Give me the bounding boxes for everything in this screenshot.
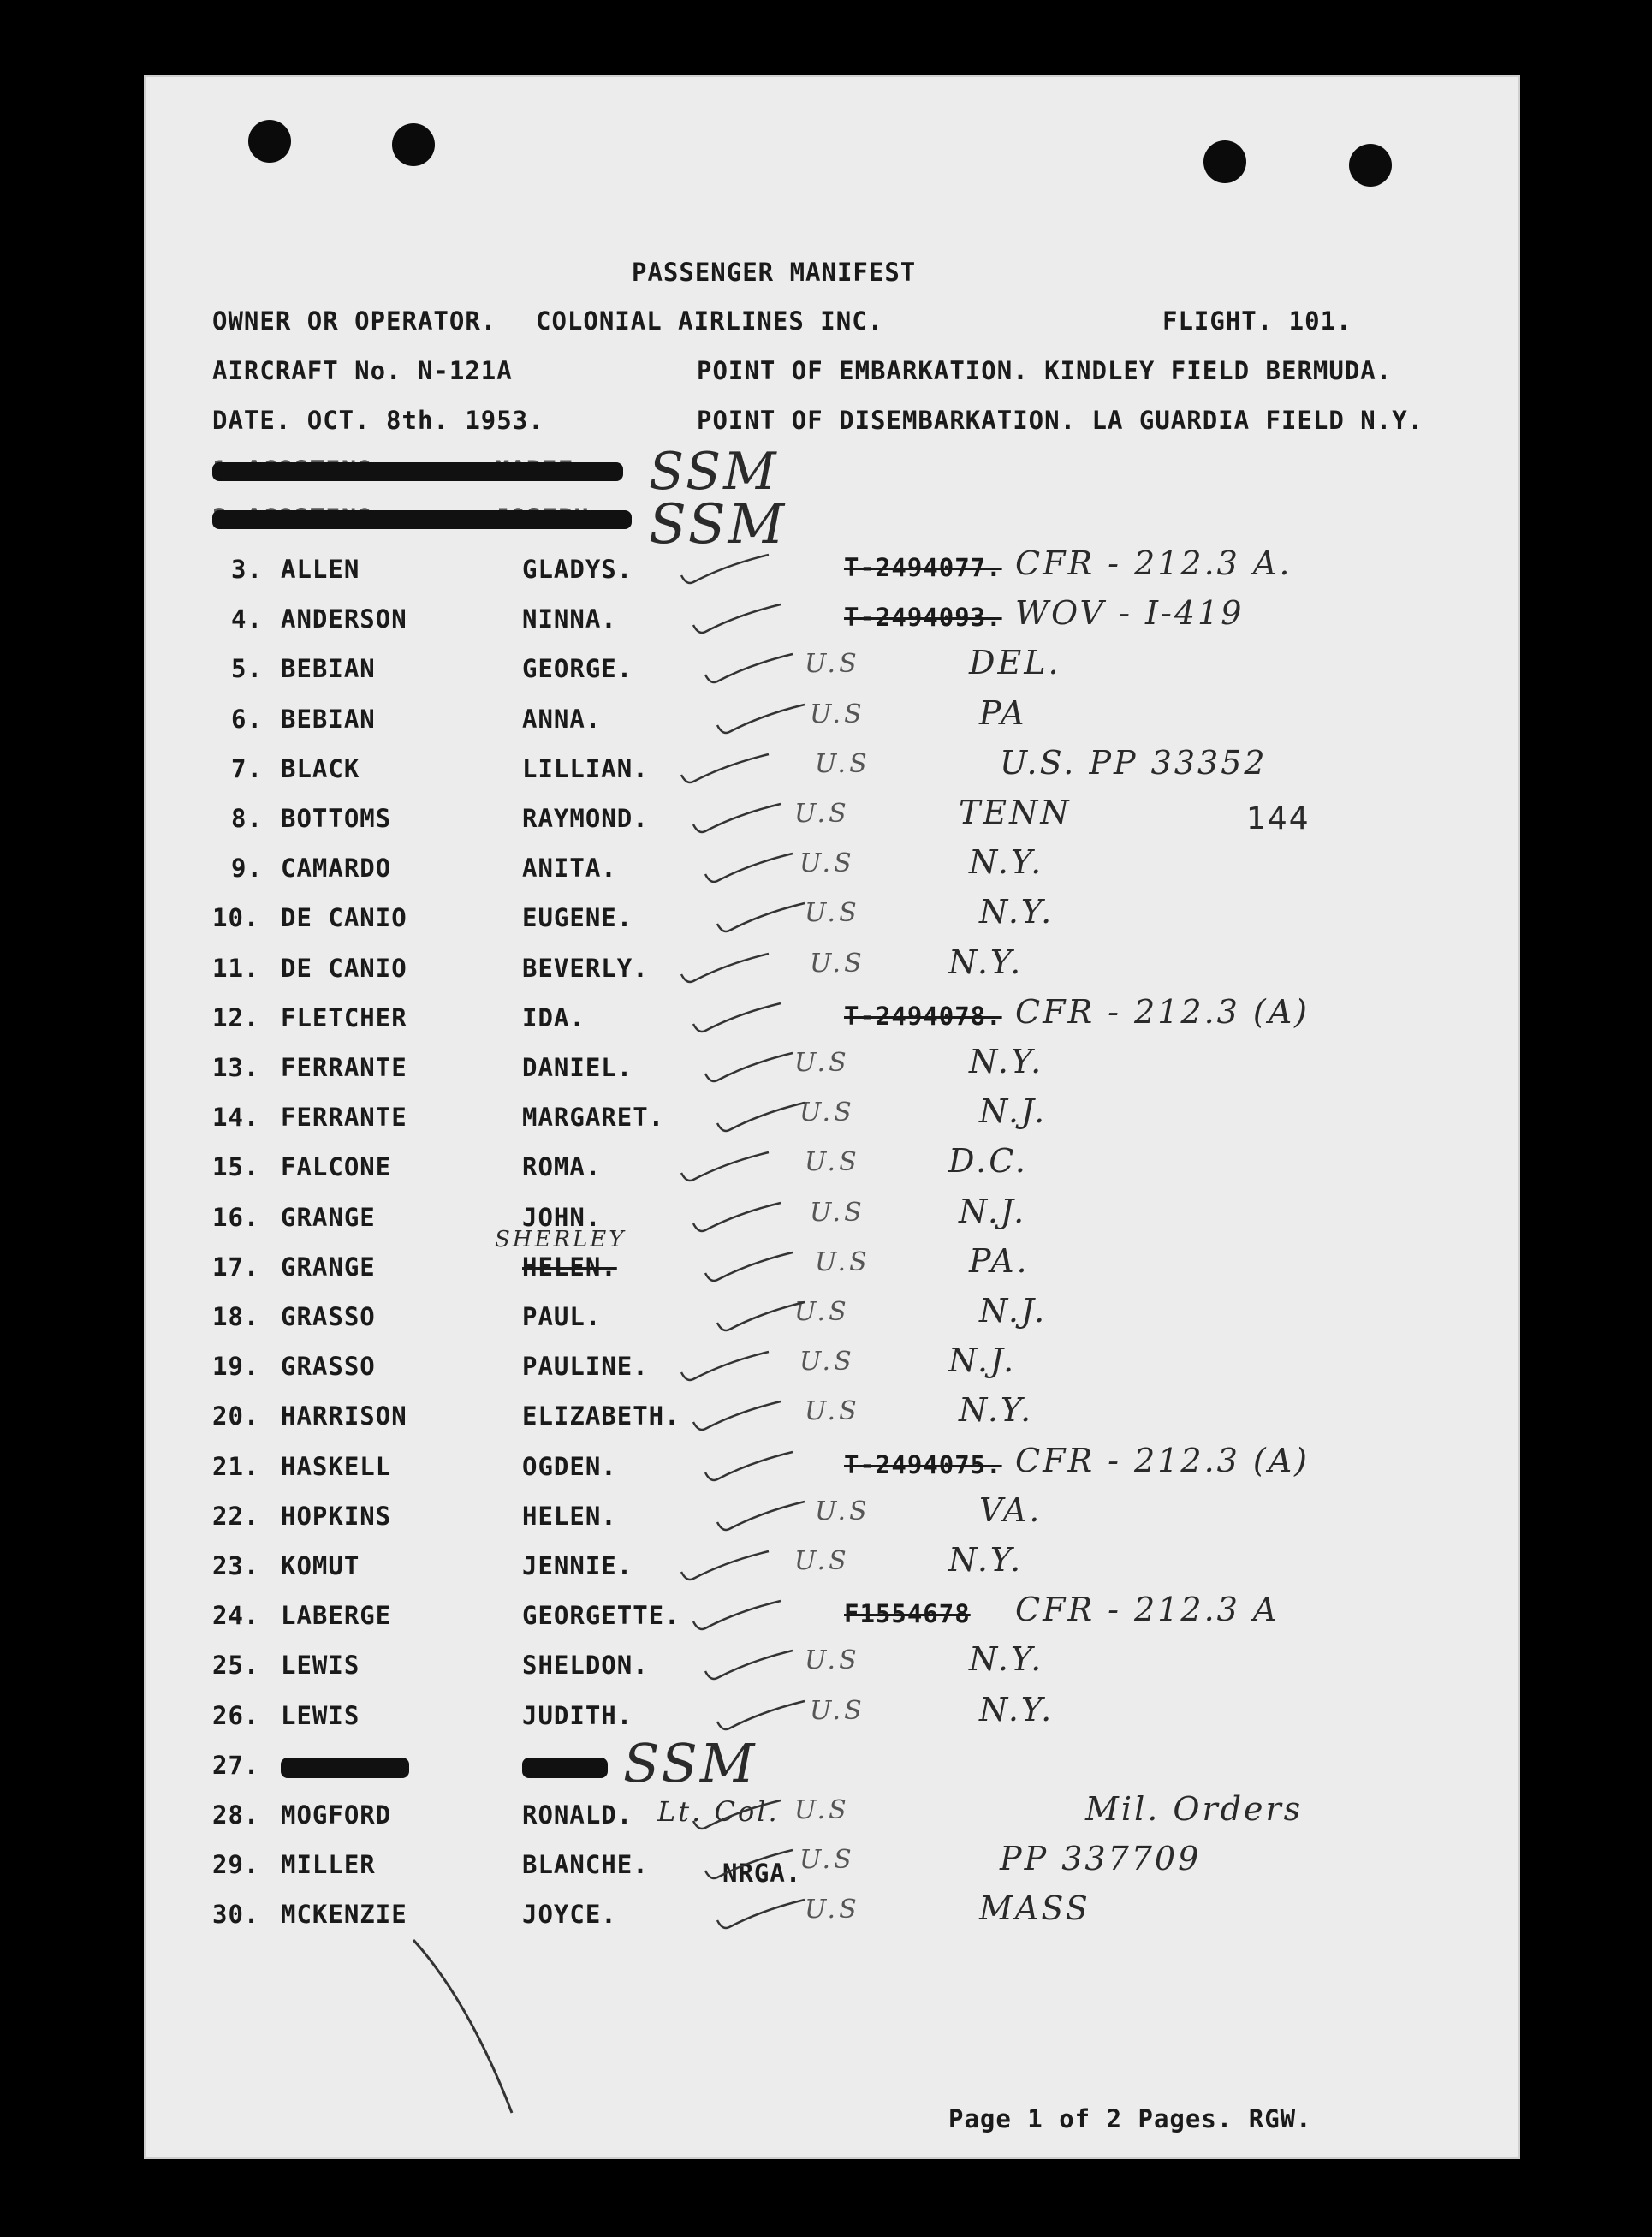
passenger-first-name: PAULINE. [522,1352,649,1382]
passenger-first-name: GLADYS. [522,555,633,584]
handwritten-note: PA. [969,1241,1030,1280]
nationality-mark: U.S [805,649,860,680]
passenger-first-name: ANNA. [522,704,602,734]
initials-handwritten: SSM [649,493,787,556]
handwritten-note: N.J. [948,1342,1017,1380]
passenger-first-name: RAYMOND. [522,804,649,833]
owner-value: COLONIAL AIRLINES INC. [536,306,884,336]
passenger-last-name: HASKELL [281,1451,392,1481]
passenger-last-name: GRANGE [281,1252,376,1282]
embarkation-point: POINT OF EMBARKATION. KINDLEY FIELD BERMUDA. [697,356,1393,385]
passenger-first-name: NINNA. [522,604,617,634]
initials-handwritten: SSM [623,1731,758,1794]
handwritten-note: N.Y. [959,1391,1034,1430]
passenger-first-name: JENNIE. [522,1551,633,1580]
passenger-last-name: ALLEN [281,555,360,584]
handwritten-note: D.C. [948,1142,1028,1181]
handwritten-note: N.Y. [979,1690,1055,1728]
passenger-remark: Lt. Col. [657,1795,780,1828]
passenger-first-name: RONALD. [522,1800,633,1829]
passenger-first-name: EUGENE. [522,903,633,933]
row-number: 7. [231,753,263,783]
passenger-last-name: HARRISON [281,1401,407,1431]
passenger-first-name: GEORGE. [522,654,633,684]
nationality-mark: U.S [799,1098,855,1128]
nationality-mark: U.S [810,948,865,979]
handwritten-note: N.J. [979,1092,1048,1131]
passenger-last-name: GRASSO [281,1352,376,1382]
passenger-last-name: MILLER [281,1850,376,1880]
initials-handwritten: SSM [649,442,779,502]
ticket-number: F1554678 [844,1599,971,1629]
passenger-last-name: ANDERSON [281,604,407,634]
handwritten-note: N.J. [959,1192,1027,1230]
row-number: 9. [231,854,263,883]
handwritten-note: CFR - 212.3 A. [1015,544,1292,582]
flight-date: DATE. OCT. 8th. 1953. [212,406,544,435]
passenger-last-name: MCKENZIE [281,1900,407,1930]
nationality-mark: U.S [794,1048,850,1078]
row-number: 29. [212,1850,260,1880]
nationality-mark: U.S [799,1845,855,1876]
owner-label: OWNER OR OPERATOR. [212,306,497,336]
disembarkation-point: POINT OF DISEMBARKATION. LA GUARDIA FIELD N.Y. [697,406,1424,435]
passenger-first-name: HELEN. [522,1501,617,1531]
manifest-title: PASSENGER MANIFEST [632,258,917,287]
nationality-mark: U.S [805,898,860,929]
aircraft-number: AIRCRAFT No. N-121A [212,356,513,385]
passenger-last-name: BOTTOMS [281,804,392,833]
row-number: 30. [212,1900,260,1930]
handwritten-note: N.Y. [969,843,1044,882]
passenger-last-name: LEWIS [281,1651,360,1681]
passenger-first-name: GEORGETTE. [522,1601,680,1631]
passenger-first-name: PAUL. [522,1302,602,1331]
handwritten-note: PA [979,693,1027,732]
nationality-mark: U.S [805,1396,860,1427]
nationality-mark: U.S [810,1197,865,1228]
passenger-last-name: LABERGE [281,1601,392,1631]
row-number: 22. [212,1501,260,1531]
handwritten-note: U.S. PP 33352 [1000,743,1268,782]
manifest-page [144,75,1520,2159]
handwritten-note: CFR - 212.3 A [1015,1591,1280,1629]
handwritten-note: Mil. Orders [1085,1790,1304,1828]
passenger-first-name: ANITA. [522,854,617,883]
row-number: 8. [231,804,263,833]
passenger-first-name: ROMA. [522,1152,602,1182]
passenger-first-name: JUDITH. [522,1700,633,1730]
row-number: 27. [212,1750,260,1780]
passenger-first-name: LILLIAN. [522,753,649,783]
page-footer: Page 1 of 2 Pages. RGW. [948,2104,1312,2133]
passenger-first-name: HELEN. [522,1252,617,1282]
handwritten-note: CFR - 212.3 (A) [1015,992,1310,1031]
passenger-last-name: BEBIAN [281,704,376,734]
passenger-last-name: KOMUT [281,1551,360,1580]
ticket-number: T-2494093. [844,603,1002,633]
handwritten-note: CFR - 212.3 (A) [1015,1441,1310,1479]
passenger-last-name: GRANGE [281,1202,376,1232]
nationality-mark: U.S [794,1546,850,1576]
nationality-mark: U.S [794,799,850,829]
passenger-last-name: DE CANIO [281,903,407,933]
handwritten-note: MASS [979,1889,1090,1928]
handwritten-note: N.Y. [979,893,1055,931]
row-number: 15. [212,1152,260,1182]
passenger-first-name: DANIEL. [522,1053,633,1082]
row-number: 4. [231,604,263,634]
nationality-mark: U.S [815,1496,871,1526]
handwritten-note: N.Y. [969,1640,1044,1679]
passenger-first-name: OGDEN. [522,1451,617,1481]
handwritten-note: N.J. [979,1292,1048,1330]
passenger-first-name: IDA. [522,1002,585,1032]
nationality-mark: U.S [794,1297,850,1327]
handwritten-note: N.Y. [948,1541,1024,1579]
row-number: 3. [231,555,263,584]
passenger-last-name: LEWIS [281,1700,360,1730]
handwritten-note: N.Y. [969,1043,1044,1080]
row-number: 24. [212,1601,260,1631]
passenger-last-name: FERRANTE [281,1103,407,1133]
passenger-first-name: SHELDON. [522,1651,649,1681]
row-number: 17. [212,1252,260,1282]
row-number: 6. [231,704,263,734]
handwritten-note: VA. [979,1490,1043,1529]
passenger-first-name: BEVERLY. [522,953,649,983]
passenger-last-name: MOGFORD [281,1800,392,1829]
passenger-last-name: BEBIAN [281,654,376,684]
passenger-remark: NRGA. [722,1859,802,1889]
row-number: 18. [212,1302,260,1331]
nationality-mark: U.S [815,748,871,779]
handwritten-note: TENN [959,794,1072,831]
passenger-last-name: DE CANIO [281,953,407,983]
row-number: 20. [212,1401,260,1431]
passenger-last-name: FALCONE [281,1152,392,1182]
passenger-first-name: MARGARET. [522,1103,665,1133]
passenger-last-name: GRASSO [281,1302,376,1331]
row-number: 28. [212,1800,260,1829]
row-number: 12. [212,1002,260,1032]
ticket-number: T-2494077. [844,553,1002,582]
row-number: 13. [212,1053,260,1082]
passenger-last-name: CAMARDO [281,854,392,883]
passenger-last-name: FERRANTE [281,1053,407,1082]
nationality-mark: U.S [810,699,865,729]
passenger-first-name: JOHN. [522,1202,602,1232]
page-count-mark: 144 [1246,801,1310,836]
row-number: 25. [212,1651,260,1681]
flight-number: FLIGHT. 101. [1162,306,1352,336]
row-number: 23. [212,1551,260,1580]
row-number: 21. [212,1451,260,1481]
ticket-number: T-2494075. [844,1449,1002,1479]
nationality-mark: U.S [805,1895,860,1925]
row-number: 11. [212,953,260,983]
row-number: 26. [212,1700,260,1730]
handwritten-note: N.Y. [948,943,1024,981]
row-number: 5. [231,654,263,684]
passenger-first-name: BLANCHE. [522,1850,649,1880]
passenger-first-name: JOYCE. [522,1900,617,1930]
handwritten-note: PP 337709 [1000,1840,1202,1878]
nationality-mark: U.S [799,848,855,879]
handwritten-note: DEL. [969,644,1061,682]
nationality-mark: U.S [810,1695,865,1726]
row-number: 16. [212,1202,260,1232]
nationality-mark: U.S [815,1246,871,1277]
row-number: 19. [212,1352,260,1382]
nationality-mark: U.S [805,1147,860,1178]
row-number: 10. [212,903,260,933]
nationality-mark: U.S [805,1645,860,1676]
ticket-number: T-2494078. [844,1001,1002,1031]
passenger-last-name: BLACK [281,753,360,783]
name-correction: SHERLEY [495,1226,627,1252]
margin-pen-stroke [144,75,1520,2159]
row-number: 14. [212,1103,260,1133]
nationality-mark: U.S [799,1347,855,1377]
handwritten-note: WOV - I-419 [1015,594,1245,633]
passenger-last-name: FLETCHER [281,1002,407,1032]
nationality-mark: U.S [794,1795,850,1825]
passenger-first-name: ELIZABETH. [522,1401,680,1431]
passenger-last-name: HOPKINS [281,1501,392,1531]
